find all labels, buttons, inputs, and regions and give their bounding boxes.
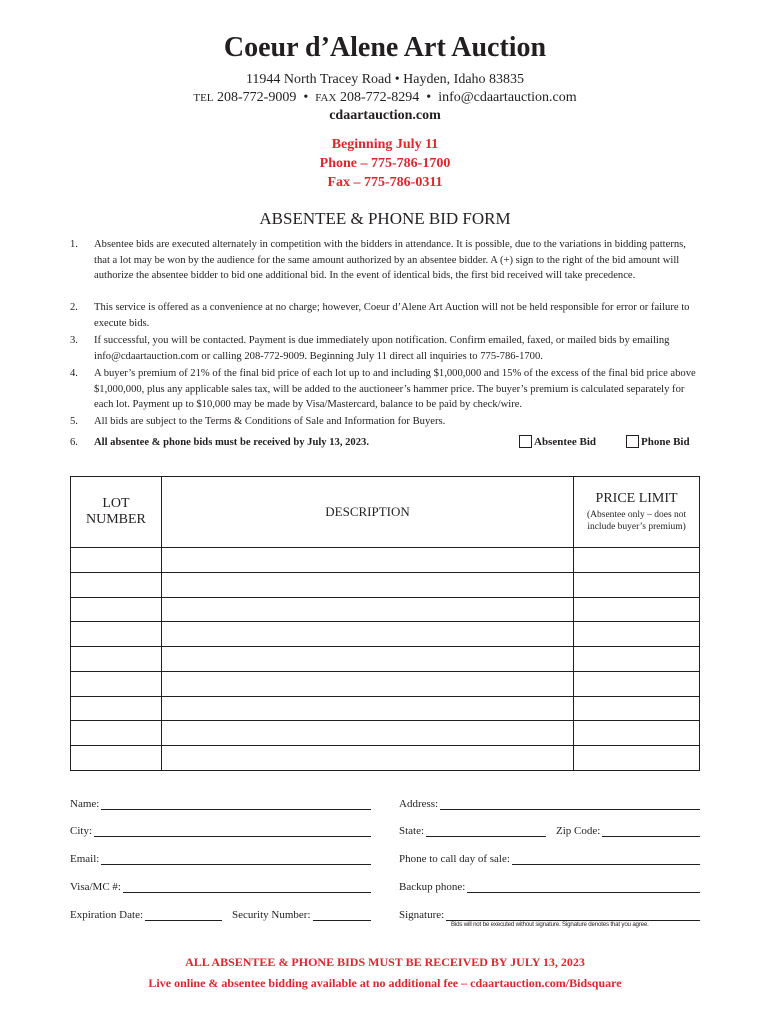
term-number: 1. bbox=[70, 239, 78, 250]
signature-field[interactable] bbox=[399, 909, 700, 921]
price-cell[interactable] bbox=[574, 721, 700, 746]
table-row bbox=[71, 572, 700, 597]
term-item bbox=[70, 414, 702, 430]
term-item bbox=[70, 366, 702, 413]
price-cell[interactable] bbox=[574, 572, 700, 597]
fax-label: FAX bbox=[315, 92, 337, 104]
visa-field[interactable] bbox=[70, 881, 371, 893]
form-title: ABSENTEE & PHONE BID FORM bbox=[259, 209, 511, 228]
price-cell[interactable] bbox=[574, 548, 700, 573]
price-limit-note: (Absentee only – does not include buyer’s premium) bbox=[586, 510, 687, 532]
table-row bbox=[71, 721, 700, 746]
signature-note: Bids will not be executed without signature. Signature denotes that you agree. bbox=[451, 921, 649, 928]
city-line[interactable] bbox=[94, 826, 371, 837]
signature-label: Signature: bbox=[399, 909, 445, 921]
separator: • bbox=[303, 90, 309, 105]
expiration-field[interactable] bbox=[70, 909, 222, 921]
deadline-notice: ALL ABSENTEE & PHONE BIDS MUST BE RECEIVED BY JULY 13, 2023 bbox=[185, 955, 585, 969]
separator: • bbox=[426, 90, 432, 105]
notice-line-1: Beginning July 11 bbox=[331, 137, 439, 152]
lot-cell[interactable] bbox=[71, 597, 162, 622]
table-header bbox=[71, 477, 700, 548]
term-number: 2. bbox=[70, 302, 78, 313]
city-field[interactable] bbox=[70, 825, 371, 837]
description-cell[interactable] bbox=[161, 721, 573, 746]
table-row bbox=[71, 597, 700, 622]
description-cell[interactable] bbox=[161, 671, 573, 696]
security-line[interactable] bbox=[313, 910, 371, 921]
page-title: Coeur d’Alene Art Auction bbox=[223, 32, 547, 63]
phone-bid-option[interactable] bbox=[626, 435, 690, 448]
website-link[interactable]: cdaartauction.com bbox=[329, 108, 441, 123]
state-label: State: bbox=[399, 825, 425, 837]
visa-label: Visa/MC #: bbox=[70, 881, 121, 893]
term-number: 3. bbox=[70, 335, 78, 346]
lot-cell[interactable] bbox=[71, 622, 162, 647]
table-row bbox=[71, 671, 700, 696]
notice-line-2: Phone – 775-786-1700 bbox=[319, 156, 451, 171]
description-cell[interactable] bbox=[161, 597, 573, 622]
description-cell[interactable] bbox=[161, 572, 573, 597]
description-cell[interactable] bbox=[161, 647, 573, 672]
email-line[interactable] bbox=[101, 854, 371, 865]
price-limit-header bbox=[574, 477, 700, 548]
state-line[interactable] bbox=[426, 826, 546, 837]
backup-phone-field[interactable] bbox=[399, 881, 700, 893]
table-row bbox=[71, 696, 700, 721]
price-cell[interactable] bbox=[574, 622, 700, 647]
address-label: Address: bbox=[399, 798, 439, 810]
price-cell[interactable] bbox=[574, 597, 700, 622]
price-cell[interactable] bbox=[574, 696, 700, 721]
term-item bbox=[70, 435, 450, 451]
expiration-label: Expiration Date: bbox=[70, 909, 144, 921]
online-bidding-notice: Live online & absentee bidding available at no additional fee – cdaartauction.com/Bidsquare bbox=[148, 976, 622, 990]
zip-field[interactable] bbox=[556, 825, 700, 837]
phone-day-line[interactable] bbox=[512, 854, 700, 865]
backup-phone-line[interactable] bbox=[467, 882, 700, 893]
state-field[interactable] bbox=[399, 825, 546, 837]
term-text: All bids are subject to the Terms & Conditions of Sale and Information for Buyers. bbox=[94, 416, 446, 427]
term-number: 6. bbox=[70, 437, 78, 448]
zip-label: Zip Code: bbox=[556, 825, 601, 837]
tel-label: TEL bbox=[193, 92, 214, 104]
backup-phone-label: Backup phone: bbox=[399, 881, 466, 893]
zip-line[interactable] bbox=[602, 826, 700, 837]
phone-day-field[interactable] bbox=[399, 853, 700, 865]
term-number: 4. bbox=[70, 368, 78, 379]
lot-cell[interactable] bbox=[71, 647, 162, 672]
fax-number: 208-772-8294 bbox=[339, 90, 420, 105]
tel-number: 208-772-9009 bbox=[217, 90, 297, 105]
bid-table bbox=[70, 476, 700, 771]
description-cell[interactable] bbox=[161, 622, 573, 647]
lot-number-header bbox=[71, 477, 162, 548]
address-field[interactable] bbox=[399, 798, 700, 810]
table-row bbox=[71, 647, 700, 672]
price-cell[interactable] bbox=[574, 647, 700, 672]
security-label: Security Number: bbox=[232, 909, 311, 921]
price-cell[interactable] bbox=[574, 671, 700, 696]
phone-day-label: Phone to call day of sale: bbox=[399, 853, 510, 865]
phone-bid-label: Phone Bid bbox=[641, 436, 690, 448]
table-row bbox=[71, 622, 700, 647]
visa-line[interactable] bbox=[123, 882, 371, 893]
term-text: Absentee bids are executed alternately in competition with the bidders in attendance. It is possible, due to the variations in bidding patterns, that a lot may be won by the audience for the same amount authorized by an absentee bidder. A (+) sign to the right of the bid amount will authorize the absentee bidder to bid one additional bid. In the event of identical bids, the first bid received will take precedence. bbox=[94, 239, 686, 281]
lot-cell[interactable] bbox=[71, 548, 162, 573]
term-item bbox=[70, 333, 702, 364]
description-cell[interactable] bbox=[161, 746, 573, 771]
lot-cell[interactable] bbox=[71, 671, 162, 696]
email-link[interactable]: info@cdaartauction.com bbox=[438, 90, 577, 105]
city-label: City: bbox=[70, 825, 93, 837]
table-row bbox=[71, 548, 700, 573]
lot-cell[interactable] bbox=[71, 696, 162, 721]
lot-cell[interactable] bbox=[71, 572, 162, 597]
lot-cell[interactable] bbox=[71, 746, 162, 771]
description-cell[interactable] bbox=[161, 548, 573, 573]
lot-number-header-text: LOT NUMBER bbox=[86, 496, 146, 527]
address-line[interactable] bbox=[440, 799, 700, 810]
notice-line-3: Fax – 775-786-0311 bbox=[327, 175, 443, 190]
lot-cell[interactable] bbox=[71, 721, 162, 746]
table-row bbox=[71, 746, 700, 771]
expiration-line[interactable] bbox=[145, 910, 222, 921]
price-cell[interactable] bbox=[574, 746, 700, 771]
signature-line[interactable] bbox=[446, 910, 700, 921]
absentee-bid-checkbox[interactable] bbox=[519, 435, 532, 448]
name-line[interactable] bbox=[101, 799, 371, 810]
absentee-bid-option[interactable] bbox=[519, 435, 596, 448]
absentee-bid-label: Absentee Bid bbox=[534, 436, 597, 448]
security-field[interactable] bbox=[232, 909, 371, 921]
term-item bbox=[70, 300, 702, 331]
name-field[interactable] bbox=[70, 798, 371, 810]
term-text: A buyer’s premium of 21% of the final bid price of each lot up to and including $1,000,000 and 15% of the excess of the final bid price above $1,000,000, plus any applicable sales tax, will be added to the auctioneer’s hammer price. The buyer’s premium is calculated separately for each lot. Payment up to $10,000 may be made by Visa/Mastercard, balance to be paid by check/wire. bbox=[94, 368, 696, 410]
term-number: 5. bbox=[70, 416, 78, 427]
price-limit-header-text: PRICE LIMIT bbox=[595, 491, 678, 506]
contact-line bbox=[0, 90, 770, 106]
phone-bid-checkbox[interactable] bbox=[626, 435, 639, 448]
description-cell[interactable] bbox=[161, 696, 573, 721]
term-text: All absentee & phone bids must be received by July 13, 2023. bbox=[94, 437, 369, 448]
name-label: Name: bbox=[70, 798, 100, 810]
term-text: This service is offered as a convenience at no charge; however, Coeur d’Alene Art Auction will not be held responsible for error or failure to execute bids. bbox=[94, 302, 690, 329]
email-field[interactable] bbox=[70, 853, 371, 865]
description-header-text: DESCRIPTION bbox=[325, 504, 410, 519]
street-address: 11944 North Tracey Road • Hayden, Idaho 83835 bbox=[245, 72, 525, 87]
description-header bbox=[161, 477, 573, 548]
term-item bbox=[70, 237, 702, 284]
term-text: If successful, you will be contacted. Payment is due immediately upon notification. Confirm emailed, faxed, or mailed bids by emailing info@cdaartauction.com or calling 208-772-9009. Beginning July 11 direct all inquiries to 775-786-1700. bbox=[94, 335, 670, 362]
email-label: Email: bbox=[70, 853, 100, 865]
